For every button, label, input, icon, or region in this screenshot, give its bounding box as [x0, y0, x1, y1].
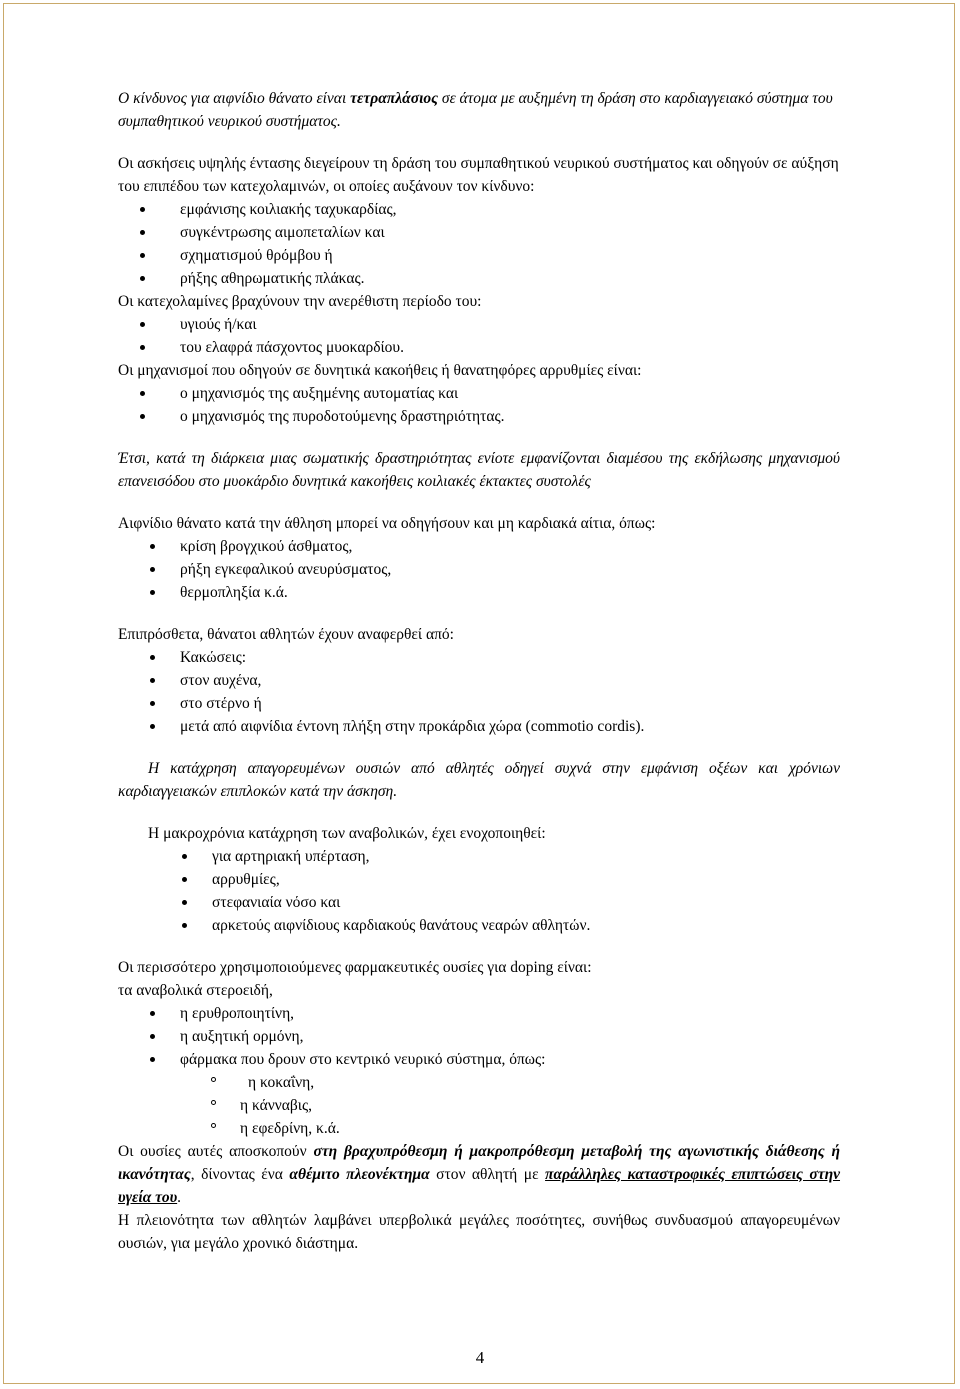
- list-item: σχηματισμού θρόμβου ή: [118, 244, 840, 267]
- list-mechanisms: [118, 382, 840, 428]
- list-item: στο στέρνο ή: [118, 692, 840, 715]
- paragraph-catecholamines: Οι κατεχολαμίνες βραχύνουν την ανερέθιστη περίοδο του:: [118, 293, 482, 310]
- list-item: η κάνναβις,: [118, 1094, 840, 1117]
- paragraph-non-cardiac: Αιφνίδιο θάνατο κατά την άθληση μπορεί να οδηγήσουν και μη καρδιακά αίτια, όπως:: [118, 515, 656, 532]
- list-item: η ερυθροποιητίνη,: [118, 1002, 840, 1025]
- list-injuries: [118, 646, 840, 738]
- list-anabolics-effects: [118, 845, 840, 937]
- paragraph-high-intensity: Οι ασκήσεις υψηλής έντασης διεγείρουν τη δράση του συμπαθητικού νευρικού συστήματος και οδηγούν σε αύξηση του επιπέδου των κατεχολαμινών, οι οποίες αυξάνουν τον κίνδυνο:: [118, 155, 839, 195]
- emphasis: τετραπλάσιος: [350, 90, 439, 107]
- list-item: ρήξη εγκεφαλικού ανευρύσματος,: [118, 558, 840, 581]
- paragraph-steroids: τα αναβολικά στεροειδή,: [118, 982, 273, 999]
- list-item: ο μηχανισμός της πυροδοτούμενης δραστηριότητας.: [118, 405, 840, 428]
- list-non-cardiac: [118, 535, 840, 604]
- list-item: Κακώσεις:: [118, 646, 840, 669]
- paragraph-mechanisms: Οι μηχανισμοί που οδηγούν σε δυνητικά κακοήθεις ή θανατηφόρες αρρυθμίες είναι:: [118, 362, 642, 379]
- text: στον αθλητή με: [429, 1166, 546, 1183]
- list-cns-drugs: [118, 1071, 840, 1140]
- paragraph-doping-substances: Οι περισσότερο χρησιμοποιούμενες φαρμακευτικές ουσίες για doping είναι:: [118, 959, 592, 976]
- text: , δίνοντας ένα: [190, 1166, 290, 1183]
- emphasis: στη βραχυπρόθεσμη ή μακροπρόθεσμη μεταβολή της αγωνιστικής διάθεσης ή ικανότητας: [118, 1143, 840, 1183]
- list-item: κρίση βρογχικού άσθματος,: [118, 535, 840, 558]
- paragraph-majority: Η πλειονότητα των αθλητών λαμβάνει υπερβολικά μεγάλες ποσότητες, συνήθως συνδυασμού απαγορευμένων ουσιών, για μεγάλο χρονικό διάστημα.: [118, 1212, 840, 1252]
- list-item: η εφεδρίνη, κ.ά.: [118, 1117, 840, 1140]
- text: σε άτομα με αυξημένη τη δράση στο καρδιαγγειακό σύστημα του συμπαθητικού νευρικού συστήματος.: [118, 90, 833, 130]
- paragraph-sudden-death-risk: [118, 87, 840, 133]
- text: Οι ουσίες αυτές αποσκοπούν: [118, 1143, 314, 1160]
- list-item: φάρμακα που δρουν στο κεντρικό νευρικό σύστημα, όπως:: [118, 1048, 840, 1071]
- emphasis: αθέμιτο πλεονέκτημα: [289, 1166, 430, 1183]
- list-item: ρήξης αθηρωματικής πλάκας.: [118, 267, 840, 290]
- list-myocardium: [118, 313, 840, 359]
- list-item: εμφάνισης κοιλιακής ταχυκαρδίας,: [118, 198, 840, 221]
- list-item: μετά από αιφνίδια έντονη πλήξη στην προκάρδια χώρα (commotio cordis).: [118, 715, 840, 738]
- list-risks: [118, 198, 840, 290]
- text: Ο κίνδυνος για αιφνίδιο θάνατο είναι: [118, 90, 351, 107]
- list-item: υγιούς ή/και: [118, 313, 840, 336]
- list-item: αρκετούς αιφνίδιους καρδιακούς θανάτους νεαρών αθλητών.: [118, 914, 840, 937]
- list-item: για αρτηριακή υπέρταση,: [118, 845, 840, 868]
- document-body: [118, 87, 840, 1255]
- list-item: στεφανιαία νόσο και: [118, 891, 840, 914]
- paragraph-anabolics: Η μακροχρόνια κατάχρηση των αναβολικών, έχει ενοχοποιηθεί:: [148, 825, 546, 842]
- list-item: αρρυθμίες,: [118, 868, 840, 891]
- list-item: του ελαφρά πάσχοντος μυοκαρδίου.: [118, 336, 840, 359]
- list-item: η αυξητική ορμόνη,: [118, 1025, 840, 1048]
- paragraph-purpose: [118, 1140, 840, 1209]
- list-item: ο μηχανισμός της αυξημένης αυτοματίας και: [118, 382, 840, 405]
- text: .: [177, 1189, 182, 1206]
- list-item: θερμοπληξία κ.ά.: [118, 581, 840, 604]
- paragraph-athlete-deaths: Επιπρόσθετα, θάνατοι αθλητών έχουν αναφερθεί από:: [118, 626, 454, 643]
- paragraph-substance-abuse: Η κατάχρηση απαγορευμένων ουσιών από αθλητές οδηγεί συχνά στην εμφάνιση οξέων και χρόνιων καρδιαγγειακών επιπλοκών κατά την άσκηση.: [118, 760, 840, 800]
- paragraph-reentry: Έτσι, κατά τη διάρκεια μιας σωματικής δραστηριότητας ενίοτε εμφανίζονται διαμέσου της εκδήλωσης μηχανισμού επανεισόδου στο μυοκάρδιο δυνητικά κακοήθεις κοιλιακές έκτακτες συστολές: [118, 450, 840, 490]
- list-item: στον αυχένα,: [118, 669, 840, 692]
- list-item: συγκέντρωσης αιμοπεταλίων και: [118, 221, 840, 244]
- emphasis-underlined: παράλληλες καταστροφικές επιπτώσεις στην υγεία του: [118, 1166, 841, 1206]
- list-item: η κοκαΐνη,: [118, 1071, 840, 1094]
- list-doping: [118, 1002, 840, 1071]
- page-number: 4: [475, 1348, 485, 1367]
